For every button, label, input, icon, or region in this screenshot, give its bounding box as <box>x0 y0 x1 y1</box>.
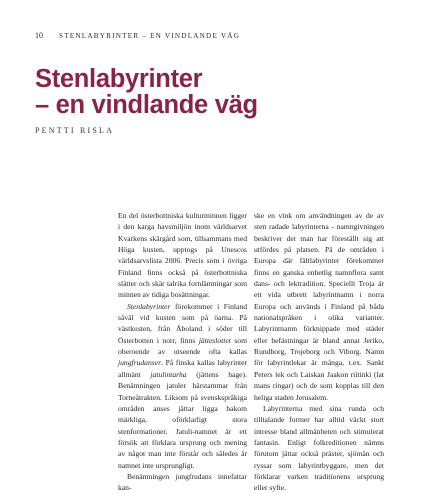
body-column-right <box>254 210 384 494</box>
emphasis-term: jätteslottet <box>198 335 231 345</box>
emphasis-term: jungfrudanser <box>118 358 162 368</box>
author-name: PENTTI RISLA <box>35 126 115 135</box>
article-title <box>35 66 395 118</box>
article-title-line-1: Stenlabyrinter <box>35 65 203 93</box>
emphasis-term: jatulintarha <box>150 369 187 379</box>
paragraph: ske en vink om användningen av de av sten radade labyrinterna - namngivningen beskriver det man har föreställt sig att utfördes på platsen. På de områden i Europa där fältlabyrinter förekommer finns en ganska enhetlig namnflora samt dans- och lektradition. Speciellt Troja är ett vida utbrett labyrintnamn i norra Europa och används i Finland på båda nationalspråken i olika varianter. Labyrintnamn förknippade med städer eller befästningar är bland annat Jeriko, Rundborg, Trojeborg och Viborg. Namn för labyrintlekar är många, t.ex. Sankt Peters lek och Laiskan Jaakon riitinki (lat mans ringar) och de som kopplas till den heliga staden Jerusalem. <box>254 211 384 402</box>
running-head <box>35 31 395 43</box>
body-column-left <box>118 210 247 494</box>
running-head-title: STENLABYRINTER – EN VINDLANDE VÄG <box>59 32 241 40</box>
paragraph: Stenlabyrinter förekommer i Finland såväl vid kusten som på öarna. På västkusten, från Åboland i söder till Österbotten i norr, finns jätteslottet som oberoende av utseende ofta kallas jungfrudanser. På finska kallas labyrinter allmänt jatulintarha (jättens hage). Benämningen jatuler härstammar från Torneåtrakten. Liksom på svenskspråkiga områden anses jättar ligga bakom märkliga, oförklarligt stora stenformationer. Jatuli-namnet är ett försök att förklara ursprung och mening av något man inte förstår och således är namnet inte ursprungligt. <box>118 301 247 470</box>
article-title-line-2: – en vindlande väg <box>35 91 258 119</box>
paragraph: En del österbottniska kulturminnen ligger i den karga havsmiljön inom världsarvet Kvarkens skärgård som, tillsammans med Höga kusten, upptogs på Unescos världsarvslista 2006. Precis som i övriga Finland finns också på österbottniska slätter och skär talrika fornlämningar som minnen av tidiga bosättningar. <box>118 211 247 300</box>
page-number: 10 <box>35 31 43 40</box>
emphasis-term: Stenlabyrinter <box>127 301 171 311</box>
paragraph: Benämningen jungfrudans innefattar kan- <box>118 471 247 493</box>
paragraph: Labyrinterna med sina runda och tilltalande former har alltid väckt stort intresse bland allmänheten och stimulerat fantasin. Enligt folkreditionen nämns förutom jättar också präster, sjömän och ryssar som labyrintbyggare, men det förklarar varken traditionens ursprung eller syfte. <box>254 403 384 493</box>
